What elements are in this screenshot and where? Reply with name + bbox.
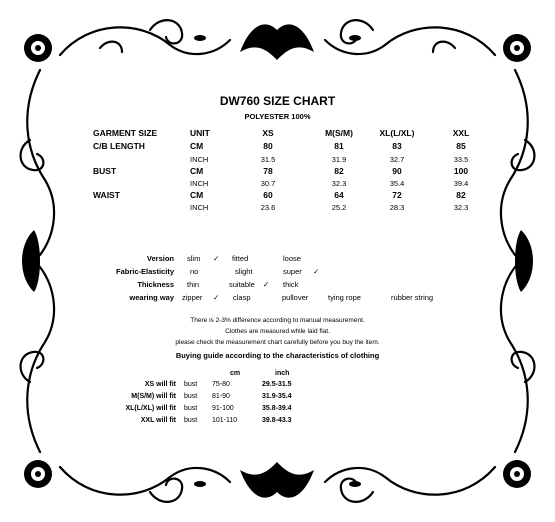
guide-label: XXL will fit: [140, 417, 176, 424]
unit-cm: CM: [190, 190, 204, 200]
cell: 31.5: [260, 155, 276, 164]
check-mark-icon: ✓: [263, 280, 270, 289]
cell: 30.7: [260, 179, 276, 188]
cell: 83: [392, 141, 402, 151]
guide-part: bust: [184, 405, 198, 412]
unit-inch: INCH: [190, 203, 209, 212]
unit-inch: INCH: [190, 155, 209, 164]
guide-cm: 81-90: [212, 393, 230, 400]
attr-label-wearing-way: wearing way: [129, 293, 174, 302]
header-xxl: XXL: [452, 128, 470, 138]
cell: 60: [263, 190, 273, 200]
unit-cm: CM: [190, 141, 204, 151]
cell: 33.5: [453, 155, 469, 164]
option: loose: [283, 254, 301, 263]
option: tying rope: [328, 293, 361, 302]
guide-part: bust: [184, 417, 198, 424]
header-m: M(S/M): [325, 128, 353, 138]
option: thick: [283, 280, 299, 289]
attr-label-version: Version: [146, 254, 174, 263]
cell: 31.9: [331, 155, 347, 164]
cell: 85: [456, 141, 466, 151]
check-mark-icon: ✓: [213, 254, 220, 263]
guide-part: bust: [184, 393, 198, 400]
option: pullover: [282, 293, 309, 302]
cell: 90: [392, 166, 402, 176]
option: clasp: [233, 293, 251, 302]
option: fitted: [232, 254, 249, 263]
option: thin: [187, 280, 200, 289]
cell: 72: [392, 190, 402, 200]
attr-label-elasticity: Fabric-Elasticity: [116, 267, 174, 276]
cell: 80: [263, 141, 273, 151]
guide-inch: 35.8-39.4: [262, 405, 292, 412]
material-label: POLYESTER 100%: [244, 112, 311, 121]
guide-part: bust: [184, 381, 198, 388]
unit-inch: INCH: [190, 179, 209, 188]
guide-col-inch: inch: [275, 370, 290, 377]
header-xs: XS: [262, 128, 274, 138]
guide-label: XL(L/XL) will fit: [125, 405, 176, 412]
note-line: There is 2-3% difference according to manual measurement.: [190, 317, 365, 324]
guide-cm: 75-80: [212, 381, 230, 388]
cell: 32.7: [389, 155, 405, 164]
unit-cm: CM: [190, 166, 204, 176]
option: super: [283, 267, 302, 276]
header-unit: UNIT: [190, 128, 210, 138]
cell: 32.3: [331, 179, 347, 188]
cell: 81: [334, 141, 344, 151]
note-line: Clothes are measured while laid flat.: [225, 328, 330, 335]
cell: 82: [456, 190, 466, 200]
option: rubber string: [391, 293, 434, 302]
cell: 28.3: [389, 203, 405, 212]
option: no: [190, 267, 199, 276]
note-line: please check the measurement chart carefully before you buy the item.: [175, 339, 380, 346]
header-xl: XL(L/XL): [379, 128, 415, 138]
cell: 100: [453, 166, 469, 176]
row-name-length: C/B LENGTH: [93, 141, 145, 151]
guide-cm: 91-100: [212, 405, 234, 412]
option: suitable: [229, 280, 255, 289]
cell: 25.2: [331, 203, 347, 212]
guide-label: XS will fit: [144, 381, 176, 388]
check-mark-icon: ✓: [213, 293, 220, 302]
chart-title: DW760 SIZE CHART: [219, 94, 336, 108]
cell: 39.4: [453, 179, 469, 188]
guide-inch: 31.9-35.4: [262, 393, 292, 400]
check-mark-icon: ✓: [313, 267, 320, 276]
guide-col-cm: cm: [230, 370, 241, 377]
row-name-waist: WAIST: [93, 190, 120, 200]
guide-inch: 29.5-31.5: [262, 381, 292, 388]
guide-title: Buying guide according to the characteristics of clothing: [175, 351, 380, 360]
row-name-bust: BUST: [93, 166, 117, 176]
cell: 78: [263, 166, 273, 176]
guide-cm: 101-110: [212, 417, 238, 424]
cell: 64: [334, 190, 344, 200]
guide-label: M(S/M) will fit: [131, 393, 176, 400]
cell: 32.3: [453, 203, 469, 212]
option: zipper: [182, 293, 203, 302]
cell: 82: [334, 166, 344, 176]
option: slim: [187, 254, 201, 263]
cell: 23.6: [260, 203, 276, 212]
header-garment-size: GARMENT SIZE: [93, 128, 158, 138]
guide-inch: 39.8-43.3: [262, 417, 292, 424]
cell: 35.4: [389, 179, 405, 188]
attr-label-thickness: Thickness: [137, 280, 174, 289]
option: slight: [235, 267, 253, 276]
